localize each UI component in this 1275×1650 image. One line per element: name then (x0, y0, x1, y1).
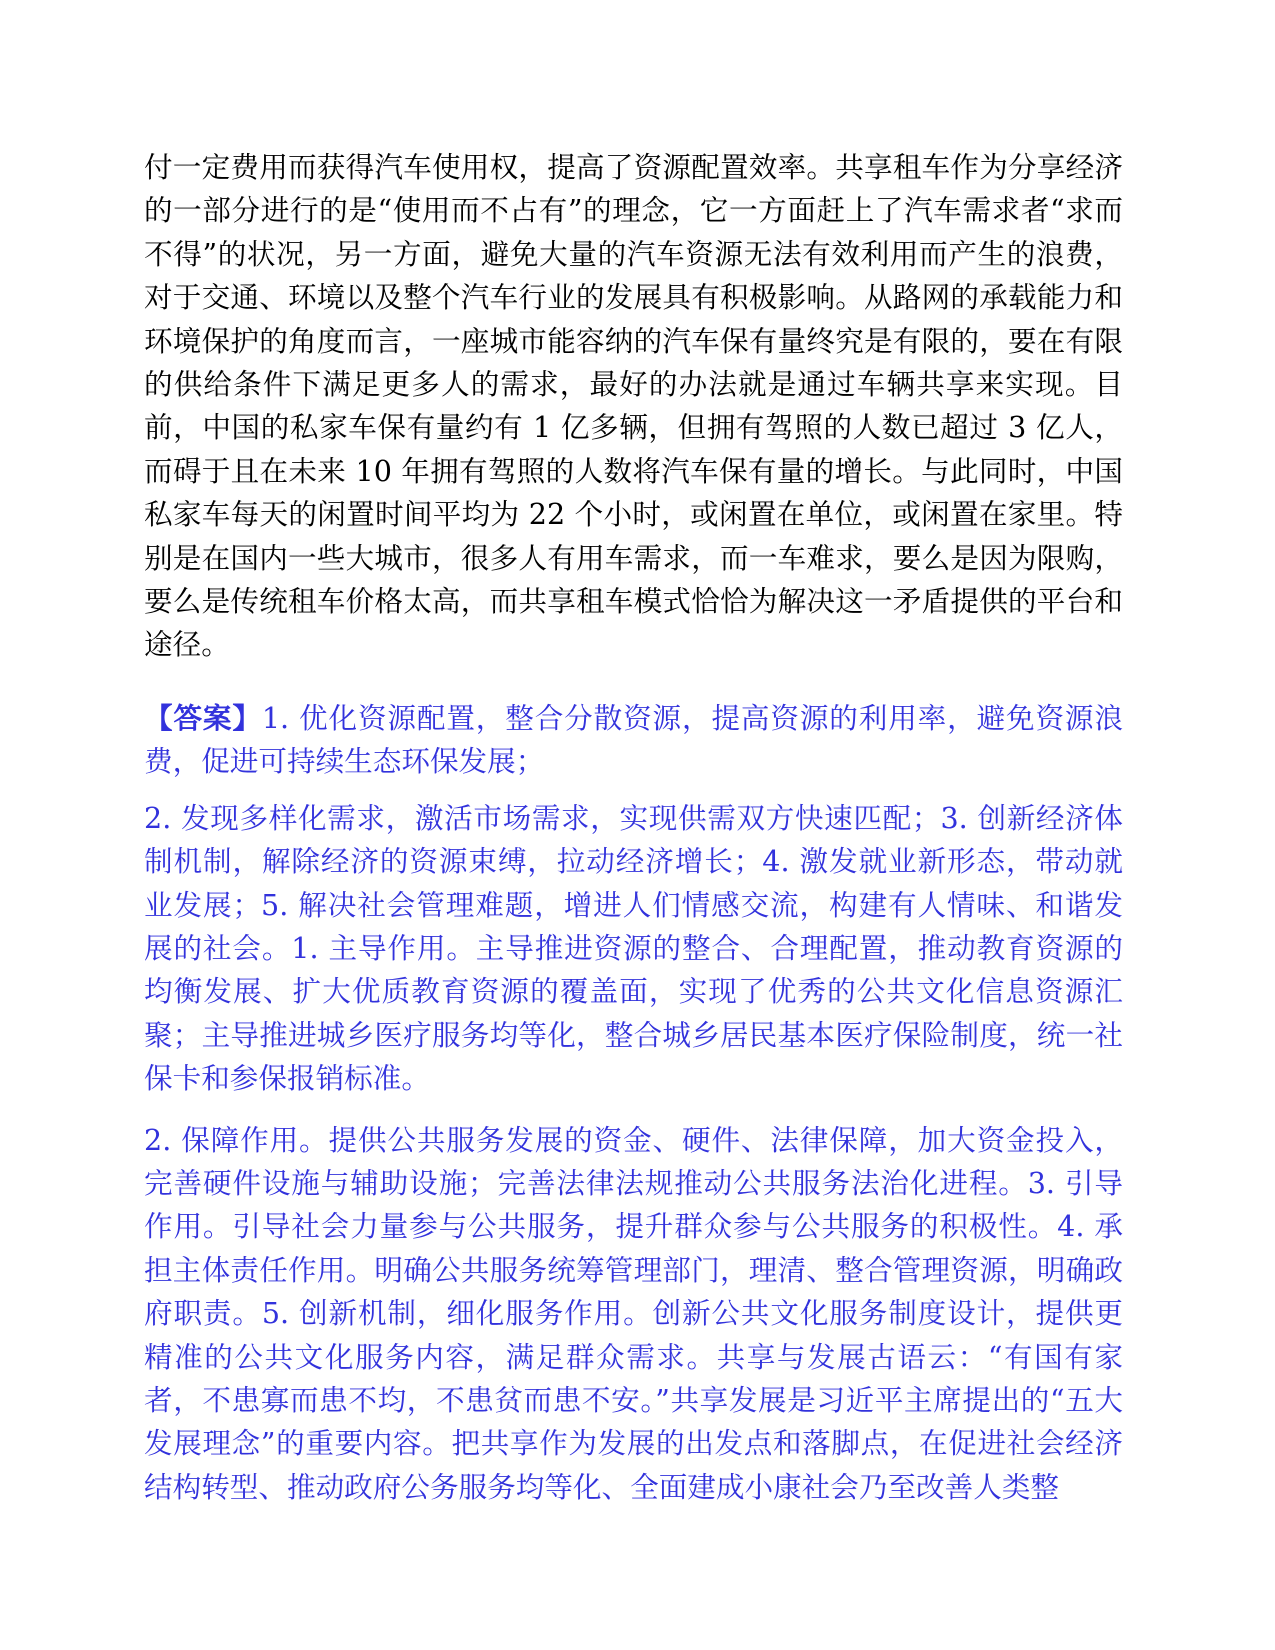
passage-paragraph: 付一定费用而获得汽车使用权，提高了资源配置效率。共享租车作为分享经济的一部分进行的是“使用而不占有”的理念，它一方面赶上了汽车需求者“求而不得”的状况，另一方面，避免大量的汽车资源无法有效利用而产生的浪费，对于交通、环境以及整个汽车行业的发展具有积极影响。从路网的承载能力和环境保护的角度而言，一座城市能容纳的汽车保有量终究是有限的，要在有限的供给条件下满足更多人的需求，最好的办法就是通过车辆共享来实现。目前，中国的私家车保有量约有 1 亿多辆，但拥有驾照的人数已超过 3 亿人，而碍于且在未来 10 年拥有驾照的人数将汽车保有量的增长。与此同时，中国私家车每天的闲置时间平均为 22 个小时，或闲置在单位，或闲置在家里。特别是在国内一些大城市，很多人有用车需求，而一车难求，要么是因为限购，要么是传统租车价格太高，而共享租车模式恰恰为解决这一矛盾提供的平台和途径。 (144, 150, 1123, 662)
answer-label: 【答案】 (144, 700, 262, 735)
answer-paragraph-2: 2. 发现多样化需求，激活市场需求，实现供需双方快速匹配；3. 创新经济体制机制，解除经济的资源束缚，拉动经济增长；4. 激发就业新形态，带动就业发展；5. 解决社会管理难题，增进人们情感交流，构建有人情味、和谐发展的社会。1. 主导作用。主导推进资源的整合、合理配置，推动教育资源的均衡发展、扩大优质教育资源的覆盖面，实现了优秀的公共文化信息资源汇聚；主导推进城乡医疗服务均等化，整合城乡居民基本医疗保险制度，统一社保卡和参保报销标准。 (144, 800, 1123, 1096)
answer-paragraph-3: 2. 保障作用。提供公共服务发展的资金、硬件、法律保障，加大资金投入，完善硬件设施与辅助设施；完善法律法规推动公共服务法治化进程。3. 引导作用。引导社会力量参与公共服务，提升群众参与公共服务的积极性。4. 承担主体责任作用。明确公共服务统筹管理部门，理清、整合管理资源，明确政府职责。5. 创新机制，细化服务作用。创新公共文化服务制度设计，提供更精准的公共文化服务内容，满足群众需求。共享与发展古语云：“有国有家者，不患寡而患不均，不患贫而患不安。”共享发展是习近平主席提出的“五大发展理念”的重要内容。把共享作为发展的出发点和落脚点，在促进社会经济结构转型、推动政府公务服务均等化、全面建成小康社会乃至改善人类整 (144, 1122, 1123, 1504)
answer-text-1: 1. 优化资源配置，整合分散资源，提高资源的利用率，避免资源浪费，促进可持续生态环保发展； (144, 700, 1123, 779)
answer-paragraph-1 (144, 697, 1123, 784)
